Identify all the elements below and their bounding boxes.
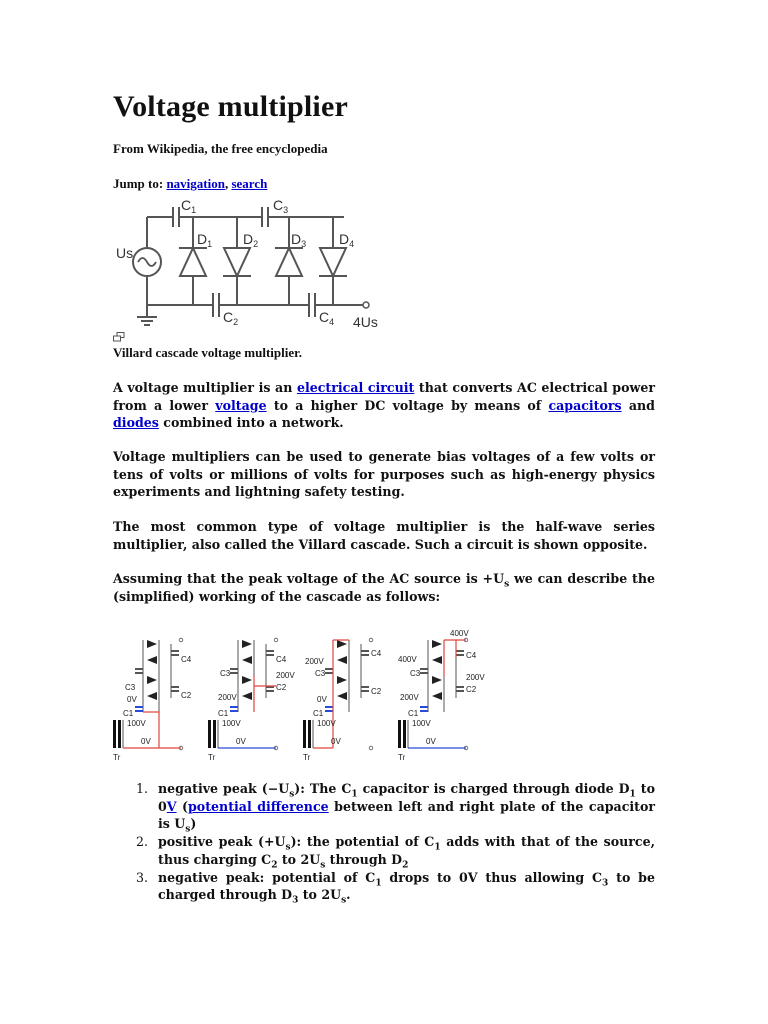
list-number: 1. — [136, 781, 149, 796]
stage1-tr-label: Tr — [113, 753, 121, 762]
volt-link[interactable]: V — [166, 798, 177, 814]
source-label: Us — [116, 245, 134, 261]
page-title: Voltage multiplier — [113, 90, 348, 123]
voltage-link[interactable]: voltage — [215, 397, 267, 413]
assumption-paragraph — [113, 570, 655, 605]
text-run: that converts AC electrical power from a lower — [113, 380, 655, 413]
search-link[interactable]: search — [231, 176, 268, 191]
uses-paragraph: Voltage multipliers can be used to generate bias voltages of a few volts or tens of volts or millions of volts for purposes such as high-energy physics experiments and lightning safety testing. — [113, 449, 655, 499]
c1-label: C — [181, 197, 192, 213]
subscript: 2 — [402, 860, 409, 871]
stage1-0v-bottom-label: 0V — [141, 737, 151, 746]
stage3-0v-label: 0V — [317, 695, 327, 704]
text-run: Assuming that the peak voltage of the AC source is +U — [113, 571, 505, 586]
stage2-tr-label: Tr — [208, 753, 216, 762]
text-run: through D — [325, 851, 403, 867]
jump-separator: , — [224, 176, 232, 191]
text-run: . — [346, 887, 351, 902]
steps-list — [113, 780, 655, 904]
c2-label: C — [223, 309, 234, 325]
stage1-c1-label: C1 — [123, 709, 134, 718]
list-item — [136, 833, 656, 871]
text-run: to a higher DC voltage by means of — [266, 397, 549, 413]
stage4-200v-left-label: 200V — [400, 693, 419, 702]
stage3-c4-label: C4 — [371, 649, 382, 658]
stage2-100v-label: 100V — [222, 719, 241, 728]
stage1-c3-label: C3 — [125, 683, 136, 692]
figure-caption: Villard cascade voltage multiplier. — [113, 345, 302, 360]
text-run: A voltage multiplier is an — [113, 380, 297, 395]
svg-text:C3: $C_3$ — [273, 197, 289, 215]
text-run: ): The C — [294, 781, 352, 796]
stage4-400v-label: 400V — [450, 629, 469, 638]
subscript: s — [185, 824, 191, 835]
stage1-100v-label: 100V — [127, 719, 146, 728]
svg-text:C2: $C_2$ — [223, 309, 239, 327]
enlarge-icon[interactable] — [113, 332, 125, 342]
stage4-200v-label: 200V — [466, 673, 485, 682]
text-run: adds with that of the source, thus charging C — [158, 834, 656, 867]
text-run: and — [621, 397, 655, 413]
subscript: s — [285, 842, 291, 853]
svg-text:D1: $D_1$ — [197, 231, 213, 249]
subscript: 2 — [271, 860, 278, 871]
stage4-400v-left-label: 400V — [398, 655, 417, 664]
list-item — [136, 780, 656, 835]
stage3-100v-label: 100V — [317, 719, 336, 728]
subscript: s — [289, 789, 295, 800]
svg-text:D4: $D_4$ — [339, 231, 355, 249]
text-run: drops to 0V thus allowing C — [381, 869, 603, 885]
stage4-c4-label: C4 — [466, 651, 477, 660]
jump-links — [113, 176, 267, 192]
subscript: s — [341, 895, 347, 906]
villard-paragraph: The most common type of voltage multiplier is the half-wave series multiplier, also called the Villard cascade. Such a circuit is shown opposite. — [113, 519, 655, 552]
svg-text:C4: $C_4$ — [319, 309, 335, 327]
stage2-c4-label: C4 — [276, 655, 287, 664]
stage4-100v-label: 100V — [412, 719, 431, 728]
capacitors-link[interactable]: capacitors — [548, 397, 622, 413]
d1-label: D — [197, 231, 208, 247]
site-subtitle: From Wikipedia, the free encyclopedia — [113, 141, 328, 156]
stage4-c3-label: C3 — [410, 669, 421, 678]
stage3-c2-label: C2 — [371, 687, 382, 696]
text-run: positive peak (+U — [158, 834, 286, 849]
stage1-0v-label: 0V — [127, 695, 137, 704]
potential-difference-link[interactable]: potential difference — [188, 798, 329, 814]
svg-text:D2: $D_2$ — [243, 231, 259, 249]
subscript: s — [320, 860, 326, 871]
stage2-0v-label: 0V — [236, 737, 246, 746]
c3-label: C — [273, 197, 284, 213]
text-run: ) — [190, 816, 197, 831]
stage4-tr-label: Tr — [398, 753, 406, 762]
output-label: 4Us — [353, 314, 378, 330]
jump-prefix: Jump to: — [113, 176, 167, 191]
intro-paragraph — [113, 379, 655, 432]
subscript: 1 — [375, 878, 382, 889]
stage3-200v-label: 200V — [305, 657, 324, 666]
text-run: to 0 — [158, 781, 655, 814]
subscript: 3 — [602, 878, 609, 889]
cascade-stages-diagram — [113, 628, 485, 766]
text-run: to be charged through D — [158, 869, 655, 902]
text-run: negative peak (−U — [158, 781, 290, 796]
electrical-circuit-link[interactable]: electrical circuit — [296, 380, 415, 395]
subscript: s — [504, 579, 510, 590]
text-run: capacitor is charged through diode D — [357, 781, 630, 796]
text-run: we can describe the (simplified) working of the cascade as follows: — [113, 571, 655, 604]
svg-text:D3: $D_3$ — [291, 231, 307, 249]
list-number: 3. — [136, 869, 149, 885]
navigation-link[interactable]: navigation — [166, 176, 225, 191]
stage3-tr-label: Tr — [303, 753, 311, 762]
text-run: combined into a network. — [158, 415, 344, 430]
stage1-c4-label: C4 — [181, 655, 192, 664]
text-run: negative peak: potential of C — [158, 869, 376, 885]
svg-text:C1: $C_1$ — [181, 197, 197, 215]
stage3-0v-bottom-label: 0V — [331, 737, 341, 746]
subscript: 1 — [434, 842, 441, 853]
text-run: to 2U — [277, 851, 321, 867]
text-run: to 2U — [298, 887, 342, 902]
c4-label: C — [319, 309, 330, 325]
text-run: ( — [176, 798, 188, 814]
list-item — [136, 869, 655, 906]
stage2-200v-label: 200V — [276, 671, 295, 680]
stage3-c1-label: C1 — [313, 709, 324, 718]
d4-label: D — [339, 231, 350, 247]
stage1-c2-label: C2 — [181, 691, 192, 700]
villard-cascade-diagram — [113, 196, 383, 332]
d3-label: D — [291, 231, 302, 247]
diodes-link[interactable]: diodes — [113, 415, 159, 430]
stage2-200v-left-label: 200V — [218, 693, 237, 702]
stage2-c3-label: C3 — [220, 669, 231, 678]
subscript: 1 — [629, 789, 636, 800]
text-run: between left and right plate of the capacitor is U — [158, 798, 656, 831]
stage2-c2-label: C2 — [276, 683, 287, 692]
stage4-c1-label: C1 — [408, 709, 419, 718]
subscript: 1 — [351, 789, 358, 800]
stage3-c3-label: C3 — [315, 669, 326, 678]
subscript: 3 — [292, 895, 299, 906]
stage4-c2-label: C2 — [466, 685, 477, 694]
list-number: 2. — [136, 834, 149, 849]
text-run: ): the potential of C — [290, 834, 435, 849]
d2-label: D — [243, 231, 254, 247]
stage4-0v-label: 0V — [426, 737, 436, 746]
stage2-c1-label: C1 — [218, 709, 229, 718]
